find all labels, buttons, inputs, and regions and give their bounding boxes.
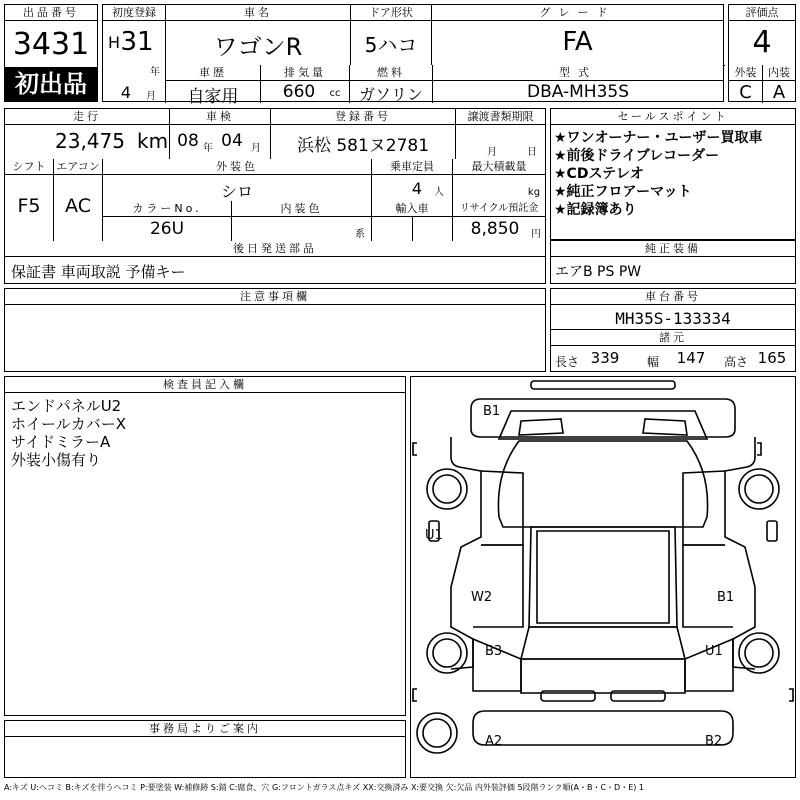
listing-number-box <box>4 4 98 102</box>
later-items: 保証書 車両取説 予備キー <box>11 263 186 281</box>
sales-points-box <box>550 108 796 240</box>
inspector-box <box>4 376 406 716</box>
displacement: 660 <box>282 82 316 102</box>
capacity: 4 <box>411 179 423 198</box>
import-label: 輸入車 <box>372 201 452 217</box>
office-title: 事務局よりご案内 <box>5 721 405 737</box>
sales-point: ★記録簿あり <box>554 202 637 218</box>
recycle-label: リサイクル預託金 <box>453 201 545 217</box>
color-no-label: カラーNo. <box>103 201 231 217</box>
grade: FA <box>562 27 593 57</box>
model: DBA-MH35S <box>526 82 630 102</box>
office-box <box>4 720 406 778</box>
damage-mark-u1-right: U1 <box>705 644 723 659</box>
damage-mark-w2: W2 <box>471 590 493 605</box>
fuel: ガソリン <box>358 85 423 104</box>
first-reg-label: 初度登録 <box>103 5 165 21</box>
damage-mark-u1-left: U1 <box>425 528 443 543</box>
grade-label: グレード <box>432 5 723 21</box>
length-label: 長さ <box>555 355 580 369</box>
inspection-year: 08 <box>177 131 199 151</box>
inspector-note: 外装小傷有り <box>11 451 102 469</box>
capacity-label: 乗車定員 <box>372 159 452 175</box>
width: 147 <box>676 349 706 367</box>
first-reg-month: 4 <box>120 83 132 102</box>
history: 自家用 <box>187 87 239 107</box>
details-box <box>4 108 546 284</box>
sales-point: ★CDステレオ <box>554 166 644 182</box>
sales-point: ★ワンオーナー・ユーザー買取車 <box>554 130 763 146</box>
inspector-note: エンドパネルU2 <box>11 397 122 415</box>
max-load-label: 最大積載量 <box>453 159 545 175</box>
damage-mark-b2: B2 <box>705 734 723 749</box>
mileage-unit: km <box>137 129 169 153</box>
height: 165 <box>757 349 787 367</box>
inspector-note: ホイールカバーX <box>11 415 126 433</box>
recycle-unit: 円 <box>531 229 541 240</box>
car-diagram-box <box>410 376 796 778</box>
displacement-unit: cc <box>329 88 341 99</box>
displacement-label: 排気量 <box>261 65 349 81</box>
car-name: ワゴンR <box>213 33 303 61</box>
transfer-day-unit: 日 <box>527 147 537 158</box>
exterior-grade: C <box>739 82 752 103</box>
plate-label: 登録番号 <box>271 109 455 125</box>
listing-number-label: 出品番号 <box>5 5 97 21</box>
chassis-number: MH35S-133334 <box>615 309 731 328</box>
transfer-label: 譲渡書類期限 <box>456 109 545 125</box>
width-label: 幅 <box>646 355 659 369</box>
interior-color-label: 内装色 <box>232 201 371 217</box>
color: シロ <box>220 182 253 201</box>
model-label: 型式 <box>433 65 723 81</box>
ac: AC <box>65 195 91 217</box>
inspector-title: 検査員記入欄 <box>5 377 405 393</box>
damage-mark-a2: A2 <box>485 734 503 749</box>
inspector-note: サイドミラーA <box>11 433 111 451</box>
damage-mark-b3: B3 <box>485 644 503 659</box>
shift-label: シフト <box>5 159 53 175</box>
chassis-box <box>550 288 796 372</box>
door-type: 5ハコ <box>364 33 418 57</box>
legend-text: A:キズ U:ヘコミ B:キズを伴うヘコミ P:要塗装 W:補修跡 S:錆 C:腐食、穴 G:フロントガラス点キズ XX:交換済み X:要交換 欠:欠品 内外装評価 5段階ランク順(A・B・C・D・E) 1 <box>4 783 645 792</box>
sales-point: ★純正フロアーマット <box>554 184 692 200</box>
damage-mark-b1-front: B1 <box>483 404 501 419</box>
inspector-notes <box>11 397 401 469</box>
equipment-box <box>550 240 796 284</box>
vehicle-info-box <box>102 4 724 107</box>
max-load-unit: kg <box>527 187 541 198</box>
ac-label: エアコン <box>54 159 102 175</box>
caution-title: 注意事項欄 <box>5 289 545 305</box>
color-no: 26U <box>149 219 185 239</box>
inspection-month-unit: 月 <box>251 143 261 154</box>
history-label: 車歴 <box>166 65 260 81</box>
chassis-title: 車台番号 <box>551 289 795 305</box>
transfer-month-unit: 月 <box>487 147 497 158</box>
first-listing-badge: 初出品 <box>5 67 97 101</box>
equipment-items: エアB PS PW <box>555 264 642 280</box>
fuel-label: 燃料 <box>350 65 432 81</box>
month-unit: 月 <box>146 91 156 102</box>
length: 339 <box>590 349 620 367</box>
first-reg-year: 31 <box>120 27 154 57</box>
sales-points-title: セールスポイント <box>551 109 795 125</box>
shift: F5 <box>17 195 41 217</box>
mileage-label: 走行 <box>5 109 169 125</box>
car-name-label: 車名 <box>166 5 350 21</box>
door-label: ドア形状 <box>351 5 431 21</box>
height-label: 高さ <box>723 355 748 369</box>
mileage: 23,475 <box>55 129 125 153</box>
score: 4 <box>752 25 772 60</box>
inspection-month: 04 <box>221 131 243 151</box>
interior-label: 内装 <box>763 65 795 81</box>
inspection-label: 車検 <box>170 109 270 125</box>
caution-box <box>4 288 546 372</box>
inspection-year-unit: 年 <box>203 143 213 154</box>
capacity-unit: 人 <box>434 187 444 198</box>
listing-number: 3431 <box>12 27 90 62</box>
damage-mark-b1-right: B1 <box>717 590 735 605</box>
interior-color-unit: 系 <box>355 229 365 240</box>
sales-points-list <box>554 129 796 219</box>
year-unit: 年 <box>150 67 160 78</box>
interior-grade: A <box>772 82 786 103</box>
exterior-label: 外装 <box>729 65 762 81</box>
equipment-title: 純正装備 <box>551 241 795 257</box>
recycle: 8,850 <box>470 219 520 239</box>
later-items-label: 後日発送部品 <box>5 241 545 257</box>
color-label: 外装色 <box>103 159 371 175</box>
score-label: 評価点 <box>729 5 795 21</box>
plate: 浜松 581ヌ2781 <box>296 136 430 156</box>
car-diagram <box>411 377 795 777</box>
score-box <box>728 4 796 102</box>
sales-point: ★前後ドライブレコーダー <box>554 148 720 164</box>
specs-title: 諸元 <box>551 330 795 346</box>
era: H <box>107 33 121 52</box>
